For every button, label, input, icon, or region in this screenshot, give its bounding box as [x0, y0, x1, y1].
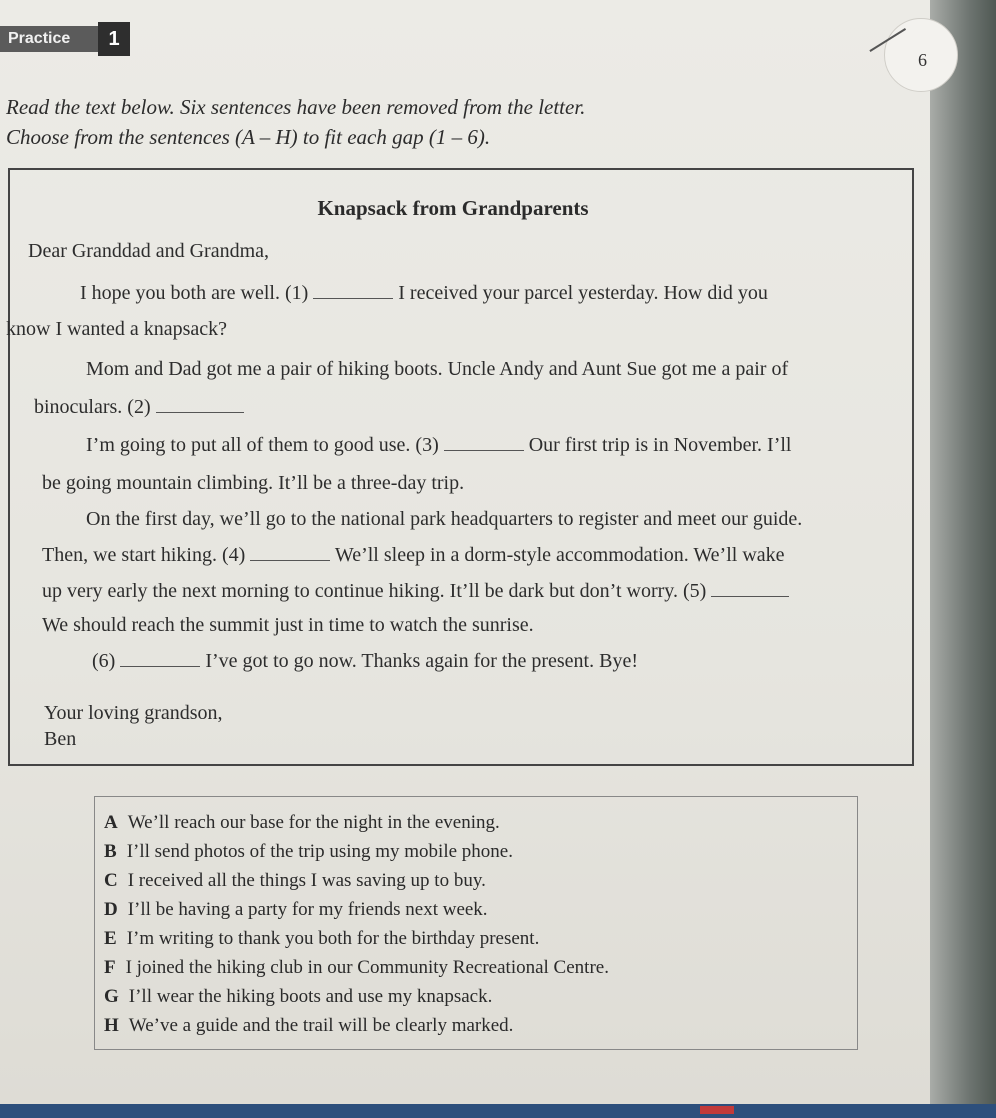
letter-text: I received your parcel yesterday. How did you: [398, 282, 768, 304]
gap-1-blank[interactable]: [313, 282, 393, 299]
gap-6-blank[interactable]: [120, 650, 200, 667]
option-f[interactable]: [104, 957, 609, 979]
option-text: We’ve a guide and the trail will be clearly marked.: [128, 1015, 514, 1036]
score-total: 6: [918, 50, 927, 70]
letter-line: know I wanted a knapsack?: [6, 318, 228, 340]
letter-text: I’m going to put all of them to good use. (3): [86, 434, 439, 456]
option-key: E: [104, 928, 117, 949]
page-edge-shadow: [930, 0, 996, 1118]
option-text: I received all the things I was saving up to buy.: [127, 870, 486, 891]
option-e[interactable]: [104, 928, 539, 950]
letter-line: [80, 282, 768, 305]
options-box: [94, 796, 858, 1050]
letter-closing: Your loving grandson,: [44, 702, 223, 724]
letter-line: be going mountain climbing. It’ll be a three-day trip.: [42, 472, 465, 494]
option-d[interactable]: [104, 899, 488, 921]
option-a[interactable]: [104, 812, 500, 834]
instruction-line-2: Choose from the sentences (A – H) to fit each gap (1 – 6).: [6, 125, 491, 149]
letter-text: Then, we start hiking. (4): [42, 544, 246, 566]
practice-number: 1: [98, 22, 130, 56]
option-key: G: [104, 986, 119, 1007]
option-text: We’ll reach our base for the night in the evening.: [127, 812, 500, 833]
option-key: A: [104, 812, 118, 833]
letter-line: [42, 580, 789, 603]
letter-text: up very early the next morning to continue hiking. It’ll be dark but don’t worry. (5): [42, 580, 707, 602]
option-text: I’m writing to thank you both for the birthday present.: [126, 928, 540, 949]
letter-title: Knapsack from Grandparents: [317, 196, 589, 220]
letter-text: binoculars. (2): [34, 396, 151, 418]
letter-signature: Ben: [44, 728, 77, 750]
option-g[interactable]: [104, 986, 492, 1008]
bottom-mark: [700, 1106, 734, 1114]
gap-5-blank[interactable]: [711, 580, 789, 597]
option-b[interactable]: [104, 841, 513, 863]
bottom-strip: [0, 1104, 996, 1118]
letter-line: On the first day, we’ll go to the national park headquarters to register and meet our guide.: [86, 508, 803, 530]
option-text: I’ll be having a party for my friends next week.: [127, 899, 488, 920]
letter-text: (6): [92, 650, 116, 672]
letter-line: [34, 396, 244, 419]
gap-3-blank[interactable]: [444, 434, 524, 451]
letter-line: Mom and Dad got me a pair of hiking boots. Uncle Andy and Aunt Sue got me a pair of: [86, 358, 789, 380]
instruction-line-1: Read the text below. Six sentences have been removed from the letter.: [6, 95, 586, 119]
letter-text: Our first trip is in November. I’ll: [528, 434, 792, 456]
option-text: I’ll wear the hiking boots and use my knapsack.: [128, 986, 493, 1007]
option-key: C: [104, 870, 118, 891]
option-text: I joined the hiking club in our Community Recreational Centre.: [125, 957, 609, 978]
letter-greeting: Dear Granddad and Grandma,: [28, 240, 270, 262]
option-key: H: [104, 1015, 119, 1036]
option-key: B: [104, 841, 117, 862]
letter-line: [86, 434, 791, 457]
option-key: F: [104, 957, 116, 978]
gap-2-blank[interactable]: [156, 396, 244, 413]
letter-text: I’ve got to go now. Thanks again for the present. Bye!: [205, 650, 638, 672]
option-key: D: [104, 899, 118, 920]
letter-text: I hope you both are well. (1): [80, 282, 309, 304]
letter-line: We should reach the summit just in time to watch the sunrise.: [42, 614, 534, 636]
gap-4-blank[interactable]: [250, 544, 330, 561]
option-text: I’ll send photos of the trip using my mobile phone.: [126, 841, 513, 862]
letter-line: [42, 544, 785, 567]
practice-label: Practice: [0, 26, 98, 52]
option-c[interactable]: [104, 870, 486, 892]
practice-tag: [0, 26, 128, 52]
option-h[interactable]: [104, 1015, 513, 1037]
letter-line: [92, 650, 638, 673]
letter-text: We’ll sleep in a dorm-style accommodation. We’ll wake: [334, 544, 785, 566]
